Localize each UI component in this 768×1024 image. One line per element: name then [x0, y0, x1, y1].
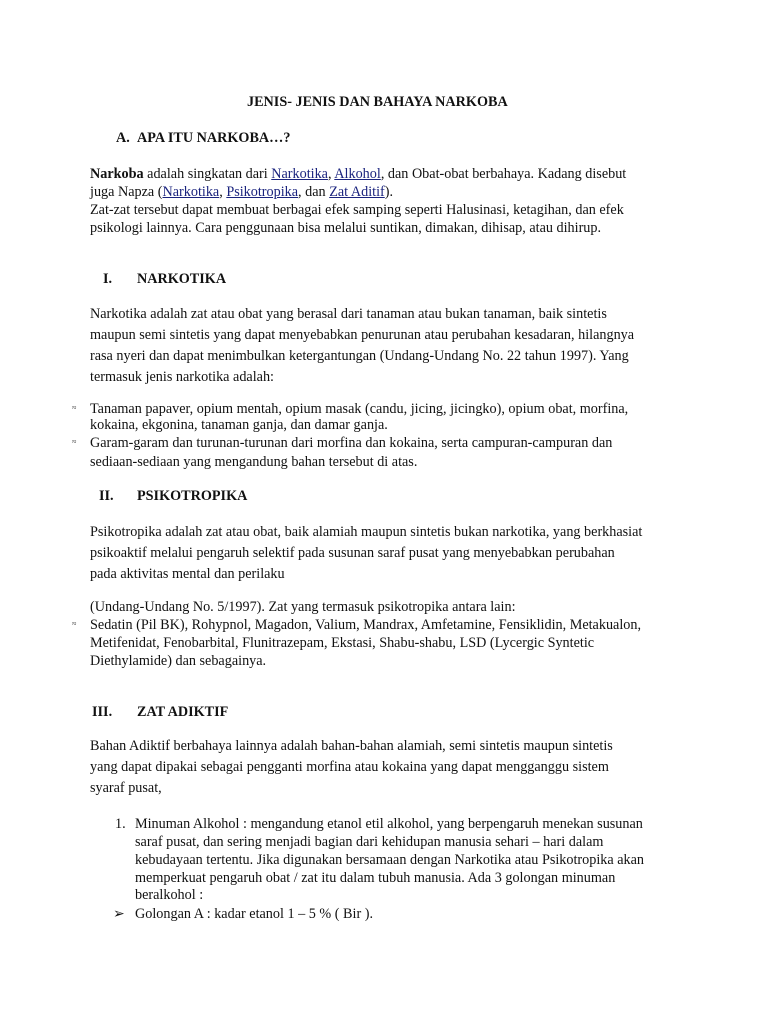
- section-a-paragraph-line: psikologi lainnya. Cara penggunaan bisa melalui suntikan, dimakan, dihisap, atau dihirup.: [90, 220, 602, 236]
- text: adalah singkatan dari: [143, 166, 272, 182]
- narkoba-term: Narkoba: [90, 166, 144, 182]
- list-item: Tanaman papaver, opium mentah, opium masak (candu, jicing, jicingko), opium obat, morfina,: [90, 401, 629, 417]
- page-title: JENIS- JENIS DAN BAHAYA NARKOBA: [247, 94, 508, 110]
- arrow-bullet-icon: ➢: [113, 906, 125, 922]
- section-a-paragraph-line: Zat-zat tersebut dapat membuat berbagai efek samping seperti Halusinasi, ketagihan, dan efek: [90, 202, 624, 218]
- section-ii-line: psikoaktif melalui pengaruh selektif pada susunan saraf pusat yang menyebabkan perubahan: [90, 545, 615, 561]
- text: ,: [219, 184, 227, 200]
- section-ii-line: pada aktivitas mental dan perilaku: [90, 566, 285, 582]
- list-item: Diethylamide) dan sebagainya.: [90, 653, 267, 669]
- list-item: memperkuat pengaruh obat / zat itu dalam tubuh manusia. Ada 3 golongan minuman: [135, 870, 616, 886]
- section-iii-line: Bahan Adiktif berbahaya lainnya adalah bahan-bahan alamiah, semi sintetis maupun sintetis: [90, 738, 613, 754]
- link-zat-aditif[interactable]: Zat Aditif: [329, 184, 385, 200]
- text: , dan Obat-obat berbahaya. Kadang disebut: [380, 166, 627, 182]
- section-ii-heading: PSIKOTROPIKA: [137, 488, 248, 504]
- bullet-icon: ≈: [72, 619, 77, 628]
- section-iii-heading: ZAT ADIKTIF: [137, 704, 229, 720]
- list-item: Metifenidat, Fenobarbital, Flunitrazepam, Ekstasi, Shabu-shabu, LSD (Lycergic Syntetic: [90, 635, 595, 651]
- text: ).: [384, 184, 394, 200]
- text: ,: [327, 166, 335, 182]
- section-a-paragraph-line: [90, 165, 626, 183]
- section-a-paragraph-line: [90, 183, 393, 201]
- section-ii-line: Psikotropika adalah zat atau obat, baik alamiah maupun sintetis bukan narkotika, yang berkhasiat: [90, 524, 643, 540]
- section-i-line: rasa nyeri dan dapat menimbulkan ketergantungan (Undang-Undang No. 22 tahun 1997). Yang: [90, 348, 629, 364]
- list-item: Garam-garam dan turunan-turunan dari morfina dan kokaina, serta campuran-campuran dan: [90, 435, 613, 451]
- link-alkohol[interactable]: Alkohol: [334, 166, 381, 182]
- link-psikotropika[interactable]: Psikotropika: [226, 184, 299, 200]
- section-iii-line: yang dapat dipakai sebagai pengganti morfina atau kokaina yang dapat mengganggu sistem: [90, 759, 609, 775]
- text: , dan: [298, 184, 330, 200]
- section-i-line: maupun semi sintetis yang dapat menyebabkan penurunan atau perubahan kesadaran, hilangnya: [90, 327, 635, 343]
- list-item: beralkohol :: [135, 887, 204, 903]
- section-i-num: I.: [103, 271, 113, 287]
- section-iii-num: III.: [92, 704, 113, 720]
- list-item: Minuman Alkohol : mengandung etanol etil alkohol, yang berpengaruh menekan susunan: [135, 816, 643, 832]
- list-number: 1.: [115, 816, 126, 832]
- section-iii-line: syaraf pusat,: [90, 780, 162, 796]
- link-narkotika-2[interactable]: Narkotika: [162, 184, 220, 200]
- section-ii-num: II.: [99, 488, 114, 504]
- list-item: Sedatin (Pil BK), Rohypnol, Magadon, Valium, Mandrax, Amfetamine, Fensiklidin, Metakualon,: [90, 617, 642, 633]
- list-item: sediaan-sediaan yang mengandung bahan tersebut di atas.: [90, 454, 418, 470]
- section-i-line: termasuk jenis narkotika adalah:: [90, 369, 274, 385]
- section-ii-law: (Undang-Undang No. 5/1997). Zat yang termasuk psikotropika antara lain:: [90, 599, 516, 615]
- bullet-icon: ≈: [72, 437, 77, 446]
- list-item: saraf pusat, dan sering menjadi bagian dari kehidupan manusia sehari – hari dalam: [135, 834, 604, 850]
- list-item: Golongan A : kadar etanol 1 – 5 % ( Bir ).: [135, 906, 373, 922]
- list-item: kebudayaan tertentu. Jika digunakan bersamaan dengan Narkotika atau Psikotropika akan: [135, 852, 644, 868]
- section-a-heading: APA ITU NARKOBA…?: [137, 130, 291, 146]
- section-i-heading: NARKOTIKA: [137, 271, 227, 287]
- section-a-label: A.: [116, 130, 130, 146]
- link-narkotika[interactable]: Narkotika: [271, 166, 328, 182]
- section-i-line: Narkotika adalah zat atau obat yang berasal dari tanaman atau bukan tanaman, baik sintetis: [90, 306, 607, 322]
- text: juga Napza (: [90, 184, 163, 200]
- list-item: kokaina, ekgonina, tanaman ganja, dan damar ganja.: [90, 417, 388, 433]
- bullet-icon: ≈: [72, 403, 77, 412]
